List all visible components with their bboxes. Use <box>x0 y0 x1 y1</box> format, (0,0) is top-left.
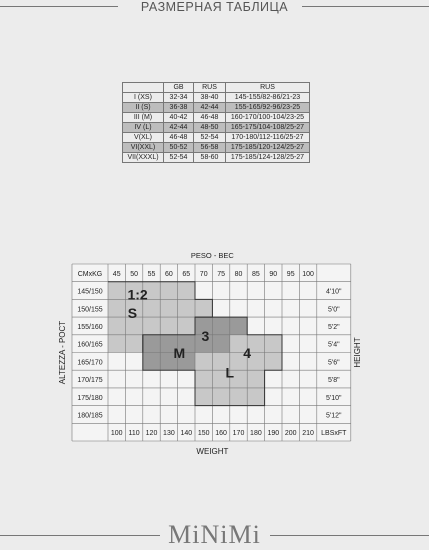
grid-top-title: PESO - BEC <box>190 251 234 260</box>
kg-column-label: 55 <box>147 270 156 278</box>
grid-right-label: HEIGHT <box>352 337 362 368</box>
ft-row-label: 5'12" <box>326 412 342 420</box>
size-table-cell: V(XL) <box>123 133 164 143</box>
size-table-header-cell: RUS <box>194 83 226 93</box>
size-table-cell: 48-50 <box>194 123 226 133</box>
kg-column-label: 45 <box>112 270 121 278</box>
ft-row-label: 5'2" <box>327 323 340 331</box>
zone-cell <box>143 335 160 353</box>
size-table-cell: 38-40 <box>194 93 226 103</box>
zone-cell <box>125 335 142 353</box>
size-table-cell: 175-185/124-128/25-27 <box>226 153 310 163</box>
lbs-column-label: 150 <box>197 430 210 438</box>
size-table-cell: 46-48 <box>194 113 226 123</box>
ft-row-label: 5'0" <box>327 306 340 314</box>
size-table-cell: 42-44 <box>194 103 226 113</box>
size-table-cell: 56-58 <box>194 143 226 153</box>
height-row-label: 175/180 <box>77 394 103 402</box>
zone-cell <box>143 353 160 371</box>
zone-cell <box>143 317 160 335</box>
zone-cell <box>265 353 282 371</box>
size-table-cell: 46-48 <box>164 133 194 143</box>
size-table-cell: 155-165/92-96/23-25 <box>226 103 310 113</box>
height-row-label: 145/150 <box>77 288 103 296</box>
kg-column-label: 65 <box>182 270 191 278</box>
zone-cell <box>195 370 212 388</box>
footer-rule-right <box>270 535 429 536</box>
lbs-column-label: 160 <box>215 430 227 438</box>
page-title: РАЗМЕРНАЯ ТАБЛИЦА <box>140 0 289 14</box>
zone-cell <box>178 317 195 335</box>
lbs-column-label: 210 <box>302 430 314 438</box>
zone-cell <box>108 335 125 353</box>
size-table-cell: 165-175/104-108/25-27 <box>226 123 310 133</box>
lbs-column-label: 110 <box>128 430 140 438</box>
kg-column-label: 50 <box>130 270 138 278</box>
size-table-cell: 50-52 <box>164 143 194 153</box>
height-row-label: 170/175 <box>77 377 103 385</box>
grid-left-label: ALTEZZA - POCT <box>58 320 67 385</box>
height-row-label: 150/155 <box>77 306 103 314</box>
size-table-cell: 40-42 <box>164 113 194 123</box>
zone-cell <box>247 388 264 406</box>
ft-row-label: 5'4" <box>327 341 340 349</box>
zone-cell <box>247 370 264 388</box>
height-row-label: 180/185 <box>77 412 103 420</box>
lbs-column-label: 200 <box>284 430 297 438</box>
size-table-cell: 42-44 <box>164 123 194 133</box>
size-table-cell: VI(XXL) <box>123 143 164 153</box>
zone-label: 1:2 <box>127 286 148 303</box>
zone-cell <box>108 317 125 335</box>
zone-size-label: S <box>127 304 138 321</box>
size-table-cell: VII(XXXL) <box>123 153 164 163</box>
lbs-column-label: 190 <box>267 430 280 438</box>
size-table-cell: 52-54 <box>164 153 194 163</box>
zone-cell <box>212 317 229 335</box>
zone-cell <box>160 282 177 300</box>
lbs-corner-label: LBSxFT <box>321 430 347 438</box>
brand-logo: MiNiMi <box>168 520 261 549</box>
lbs-column-label: 130 <box>163 430 175 438</box>
size-table-cell: 36-38 <box>164 103 194 113</box>
kg-column-label: 100 <box>302 270 314 278</box>
zone-cell <box>212 335 229 353</box>
zone-cell <box>160 299 177 317</box>
kg-column-label: 60 <box>165 270 173 278</box>
size-table-cell: 145-155/82-86/21-23 <box>226 93 310 103</box>
kg-column-label: 70 <box>199 270 208 278</box>
zone-cell <box>212 388 229 406</box>
ft-row-label: 5'10" <box>326 394 342 402</box>
kg-column-label: 80 <box>234 270 243 278</box>
lbs-column-label: 100 <box>110 430 123 438</box>
size-table-header-cell: GB <box>164 83 194 93</box>
zone-cell <box>195 388 212 406</box>
size-table-cell: 32-34 <box>164 93 194 103</box>
zone-cell <box>178 282 195 300</box>
zone-cell <box>178 299 195 317</box>
size-table-cell: III (M) <box>123 113 164 123</box>
height-row-label: 160/165 <box>77 341 103 349</box>
zone-cell <box>195 353 212 371</box>
grid-corner-label: CMxKG <box>77 270 103 278</box>
kg-column-label: 85 <box>252 270 260 278</box>
size-table-cell: 52-54 <box>194 133 226 143</box>
size-table-cell: II (S) <box>123 103 164 113</box>
lbs-column-label: 120 <box>145 430 158 438</box>
zone-cell <box>265 335 282 353</box>
size-table-cell: I (XS) <box>123 93 164 103</box>
zone-size-label: M <box>173 344 186 361</box>
zone-cell <box>108 282 125 300</box>
size-table-cell: IV (L) <box>123 123 164 133</box>
size-table-cell: 160-170/100-104/23-25 <box>226 113 310 123</box>
lbs-column-label: 140 <box>180 430 193 438</box>
zone-cell <box>195 299 212 317</box>
height-row-label: 155/160 <box>77 323 103 331</box>
size-table-header-cell: RUS <box>226 83 310 93</box>
ft-row-label: 4'10" <box>326 288 342 296</box>
zone-cell <box>160 317 177 335</box>
size-table-cell: 58-60 <box>194 153 226 163</box>
kg-column-label: 75 <box>217 270 225 278</box>
lbs-column-label: 180 <box>250 430 262 438</box>
grid-bottom-label: WEIGHT <box>196 447 229 456</box>
ft-row-label: 5'6" <box>327 359 340 367</box>
height-row-label: 165/170 <box>77 359 103 367</box>
size-table-cell: 175-185/120-124/25-27 <box>226 143 310 153</box>
kg-column-label: 90 <box>269 270 278 278</box>
ft-row-label: 5'8" <box>327 377 340 385</box>
zone-label: 4 <box>243 344 252 361</box>
zone-cell <box>230 388 247 406</box>
zone-size-label: L <box>225 364 235 381</box>
zone-label: 3 <box>201 327 210 344</box>
size-table-cell: 170-180/112-116/25-27 <box>226 133 310 143</box>
zone-cell <box>230 317 247 335</box>
lbs-column-label: 170 <box>232 430 245 438</box>
kg-column-label: 95 <box>286 270 295 278</box>
zone-cell <box>108 299 125 317</box>
